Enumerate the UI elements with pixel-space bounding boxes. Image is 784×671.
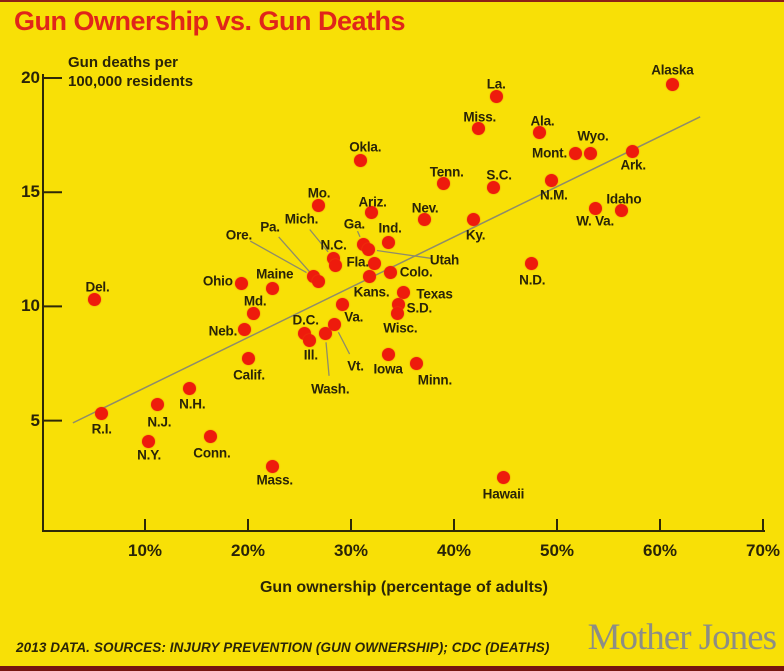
- state-label: Mont.: [532, 145, 568, 161]
- state-label: Del.: [85, 279, 110, 295]
- x-tick-label: 20%: [230, 541, 266, 560]
- state-label: Maine: [256, 266, 294, 282]
- state-label: S.C.: [486, 167, 512, 183]
- x-tick-label: 40%: [436, 541, 472, 560]
- state-label: N.Y.: [137, 447, 162, 463]
- data-point-ind: [382, 236, 395, 249]
- data-point-maine: [266, 282, 279, 295]
- state-label: Ore.: [225, 227, 253, 243]
- x-tick-label: 50%: [539, 541, 575, 560]
- data-point-nc: [329, 259, 342, 272]
- state-label: Va.: [344, 309, 364, 325]
- data-point-calif: [242, 352, 255, 365]
- state-label: Wisc.: [383, 320, 418, 336]
- state-label: Ohio: [202, 273, 233, 289]
- y-axis-title-line1: Gun deaths per: [68, 54, 179, 71]
- state-label: Fla.: [346, 254, 369, 270]
- data-point-pa: [312, 275, 325, 288]
- data-point-mont: [569, 147, 582, 160]
- state-label: Utah: [429, 252, 460, 268]
- state-label: Mich.: [284, 211, 319, 227]
- state-label: Conn.: [193, 445, 231, 461]
- state-label: Ariz.: [358, 194, 387, 210]
- state-label: Alaska: [651, 62, 694, 78]
- y-tick-label: 5: [30, 410, 40, 430]
- state-label: Kans.: [353, 284, 390, 300]
- state-label: N.C.: [320, 237, 347, 253]
- state-label: R.I.: [91, 421, 112, 437]
- state-label: Minn.: [417, 372, 453, 387]
- state-label: Mass.: [256, 472, 293, 488]
- state-label: Ill.: [303, 347, 318, 363]
- data-point-ark: [626, 145, 639, 158]
- y-tick-label: 10: [21, 296, 40, 316]
- data-point-mo: [312, 199, 325, 212]
- y-axis-title-line2: 100,000 residents: [68, 73, 194, 91]
- x-tick-label: 60%: [642, 541, 678, 560]
- state-label: Mo.: [307, 185, 331, 201]
- data-point-nh: [183, 382, 196, 395]
- state-label: Wash.: [311, 381, 350, 397]
- bottom-border-strip: [0, 666, 784, 671]
- state-label: Pa.: [260, 219, 280, 235]
- state-label: Ala.: [530, 113, 555, 129]
- x-tick-label: 30%: [333, 541, 369, 560]
- state-label: Idaho: [606, 191, 642, 207]
- data-point-wisc: [391, 307, 404, 320]
- state-label: La.: [486, 76, 506, 92]
- state-label: Texas: [416, 286, 453, 302]
- leader-line: [338, 332, 349, 354]
- y-tick-label: 20: [21, 68, 40, 87]
- state-label: Tenn.: [429, 164, 464, 180]
- x-axis-title: Gun ownership (percentage of adults): [259, 579, 549, 596]
- state-label: W. Va.: [576, 213, 615, 229]
- state-label: N.J.: [147, 414, 172, 430]
- data-point-del: [88, 293, 101, 306]
- state-label: Wyo.: [577, 128, 609, 144]
- state-label: Ga.: [343, 216, 365, 232]
- motherjones-logo: Mother Jones: [587, 617, 776, 658]
- leader-line: [326, 342, 329, 376]
- x-tick-label: 10%: [127, 541, 163, 560]
- state-label: N.M.: [539, 187, 568, 203]
- data-point-fla: [368, 257, 381, 270]
- page-title: Gun Ownership vs. Gun Deaths: [14, 6, 406, 36]
- data-point-nd: [525, 257, 538, 270]
- state-label: Vt.: [347, 358, 364, 374]
- data-point-iowa: [382, 348, 395, 361]
- state-label: D.C.: [292, 312, 319, 328]
- state-label: Ind.: [378, 220, 402, 236]
- state-label: Miss.: [463, 109, 497, 125]
- data-point-sc: [487, 181, 500, 194]
- x-tick-label: 70%: [745, 541, 781, 560]
- state-label: Ark.: [620, 157, 646, 173]
- leader-line: [358, 231, 361, 237]
- state-label: Iowa: [373, 361, 403, 377]
- state-label: S.D.: [406, 300, 433, 316]
- state-label: N.H.: [179, 396, 206, 412]
- state-label: Neb.: [208, 323, 238, 339]
- data-point-okla: [354, 154, 367, 167]
- data-point-mass: [266, 460, 279, 473]
- state-label: Hawaii: [482, 486, 525, 502]
- state-label: Calif.: [233, 367, 265, 383]
- state-label: N.D.: [519, 272, 546, 288]
- state-label: Colo.: [399, 264, 433, 280]
- y-tick-label: 15: [21, 182, 40, 202]
- data-point-colo: [384, 266, 397, 279]
- state-label: Ky.: [465, 227, 486, 243]
- state-label: Okla.: [349, 139, 382, 155]
- source-note: 2013 DATA. SOURCES: INJURY PREVENTION (GUN OWNERSHIP); CDC (DEATHS): [16, 640, 550, 655]
- state-label: Nev.: [411, 200, 439, 216]
- state-label: Md.: [243, 293, 267, 309]
- data-point-nj: [151, 398, 164, 411]
- data-point-ny: [142, 435, 155, 448]
